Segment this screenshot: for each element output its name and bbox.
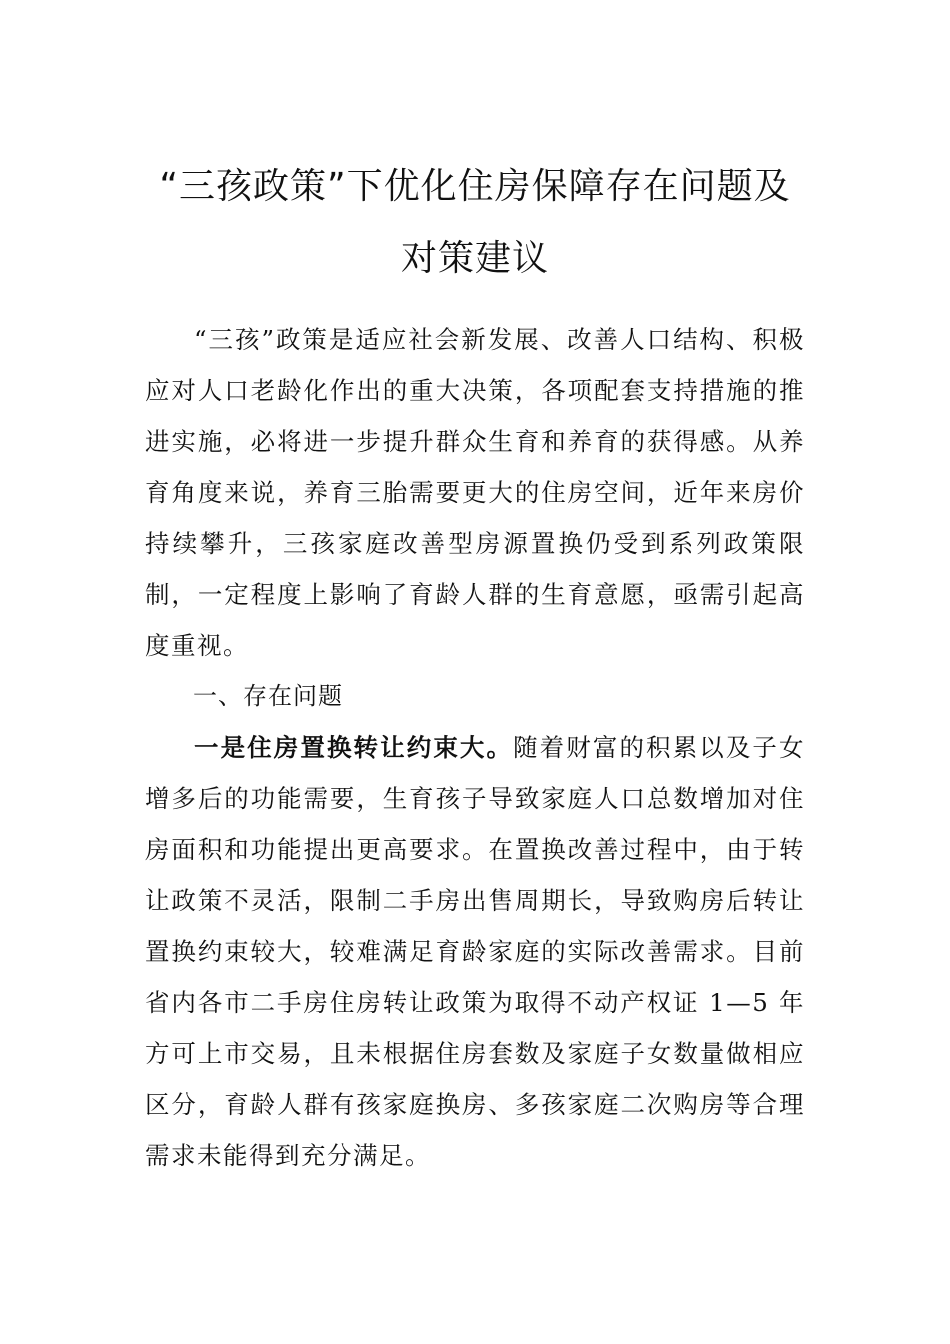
intro-paragraph: “三孩”政策是适应社会新发展、改善人口结构、积极应对人口老龄化作出的重大决策，各项配套支持措施的推进实施，必将进一步提升群众生育和养育的获得感。从养育角度来说，养育三胎需要更大的住房空间，近年来房价持续攀升，三孩家庭改善型房源置换仍受到系列政策限制，一定程度上影响了育龄人群的生育意愿，亟需引起高度重视。 xyxy=(145,325,805,660)
document-title-line-1: “三孩政策”下优化住房保障存在问题及 xyxy=(159,166,791,207)
section-heading-problems: 一、存在问题 xyxy=(193,682,343,710)
point-one-lead: 一是住房置换转让约束大。 xyxy=(194,733,514,762)
document-body xyxy=(145,314,805,1181)
point-one-paragraph xyxy=(145,722,805,1181)
point-one-text: 随着财富的积累以及子女增多后的功能需要，生育孩子导致家庭人口总数增加对住房面积和功能提出更高要求。在置换改善过程中，由于转让政策不灵活，限制二手房出售周期长，导致购房后转让置换约束较大，较难满足育龄家庭的实际改善需求。目前省内各市二手房住房转让政策为取得不动产权证 1—5 年方可上市交易，且未根据住房套数及家庭子女数量做相应区分，育龄人群有孩家庭换房、多孩家庭二次购房等合理需求未能得到充分满足。 xyxy=(145,733,806,1170)
document-title-line-2: 对策建议 xyxy=(400,238,549,279)
